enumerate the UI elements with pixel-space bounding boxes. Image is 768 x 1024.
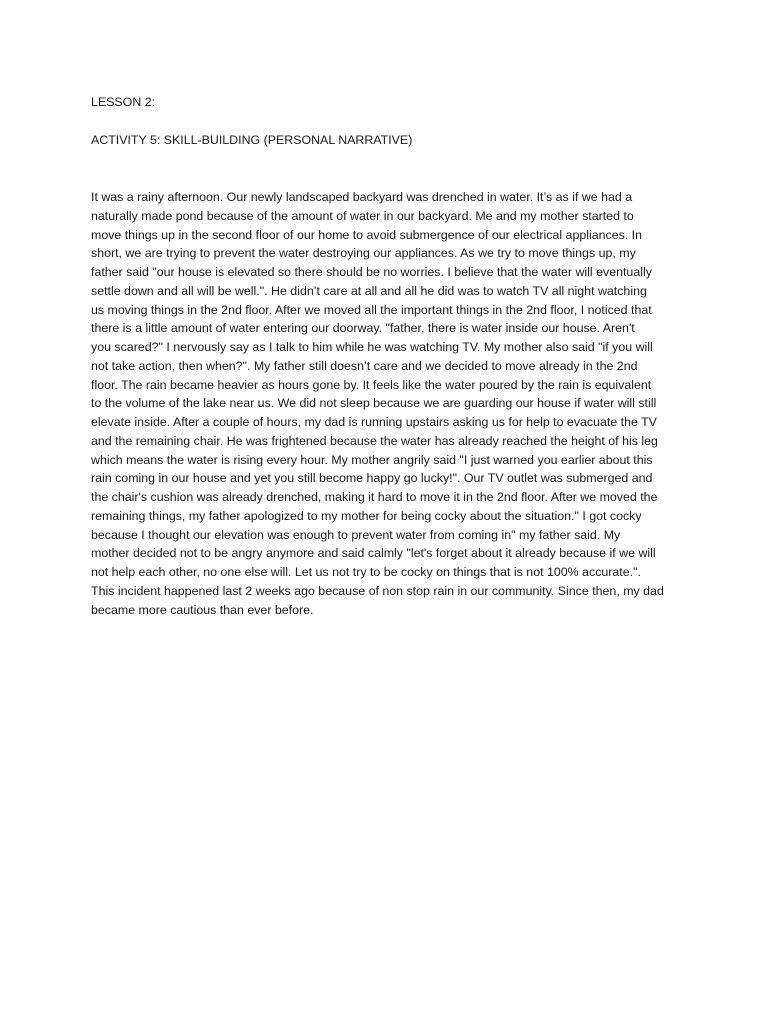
narrative-line: It was a rainy afternoon. Our newly landscaped backyard was drenched in water. It’s as if we had a (91, 190, 633, 204)
narrative-line: rain coming in our house and yet you still become happy go lucky!". Our TV outlet was submerged and (91, 471, 653, 486)
narrative-line: the chair's cushion was already drenched, making it hard to move it in the 2nd floor. After we moved the (91, 490, 658, 504)
narrative-line: because I thought our elevation was enough to prevent water from coming in" my father said. My (91, 527, 621, 542)
activity-heading: ACTIVITY 5: SKILL-BUILDING (PERSONAL NARRATIVE) (91, 133, 413, 147)
narrative-line: which means the water is rising every hour. My mother angrily said "I just warned you earlier about this (91, 452, 653, 467)
narrative-line: short, we are trying to prevent the water destroying our appliances. As we try to move things up, my (91, 246, 636, 261)
narrative-line: you scared?" I nervously say as I talk to him while he was watching TV. My mother also said "if you will (91, 340, 653, 354)
narrative-line: This incident happened last 2 weeks ago because of non stop rain in our community. Since then, my dad (91, 583, 664, 598)
narrative-line: move things up in the second floor of our home to avoid submergence of our electrical appliances. In (91, 227, 643, 242)
narrative-line: settle down and all will be well.". He didn’t care at all and all he did was to watch TV all night watching (91, 283, 647, 298)
narrative-line: and the remaining chair. He was frightened because the water has already reached the height of his leg (91, 433, 658, 448)
narrative-line: elevate inside. After a couple of hours, my dad is running upstairs asking us for help to evacuate the TV (91, 415, 657, 429)
narrative-line: floor. The rain became heavier as hours gone by. It feels like the water poured by the rain is equivalent (91, 377, 652, 392)
narrative-line: not take action, then when?". My father still doesn’t care and we decided to move already in the 2nd (91, 358, 638, 373)
narrative-line: became more cautious than ever before. (91, 602, 314, 617)
narrative-line: remaining things, my father apologized to my mother for being cocky about the situation." I got cocky (91, 508, 642, 523)
narrative-line: to the volume of the lake near us. We did not sleep because we are guarding our house if water will still (91, 396, 657, 411)
narrative-line: us moving things in the 2nd floor. After we moved all the important things in the 2nd floor, I noticed that (91, 302, 652, 317)
narrative-line: father said "our house is elevated so there should be no worries. I believe that the water will eventually (91, 265, 652, 279)
narrative-paragraph (91, 188, 691, 619)
narrative-line: mother decided not to be angry anymore and said calmly "let's forget about it already because if we will (91, 546, 656, 561)
narrative-line: not help each other, no one else will. Let us not try to be cocky on things that is not 100% accurate.". (91, 565, 641, 579)
narrative-line: naturally made pond because of the amount of water in our backyard. Me and my mother started to (91, 208, 634, 223)
narrative-line: there is a little amount of water entering our doorway. "father, there is water inside our house. Aren't (91, 321, 635, 336)
lesson-heading: LESSON 2: (91, 95, 156, 109)
